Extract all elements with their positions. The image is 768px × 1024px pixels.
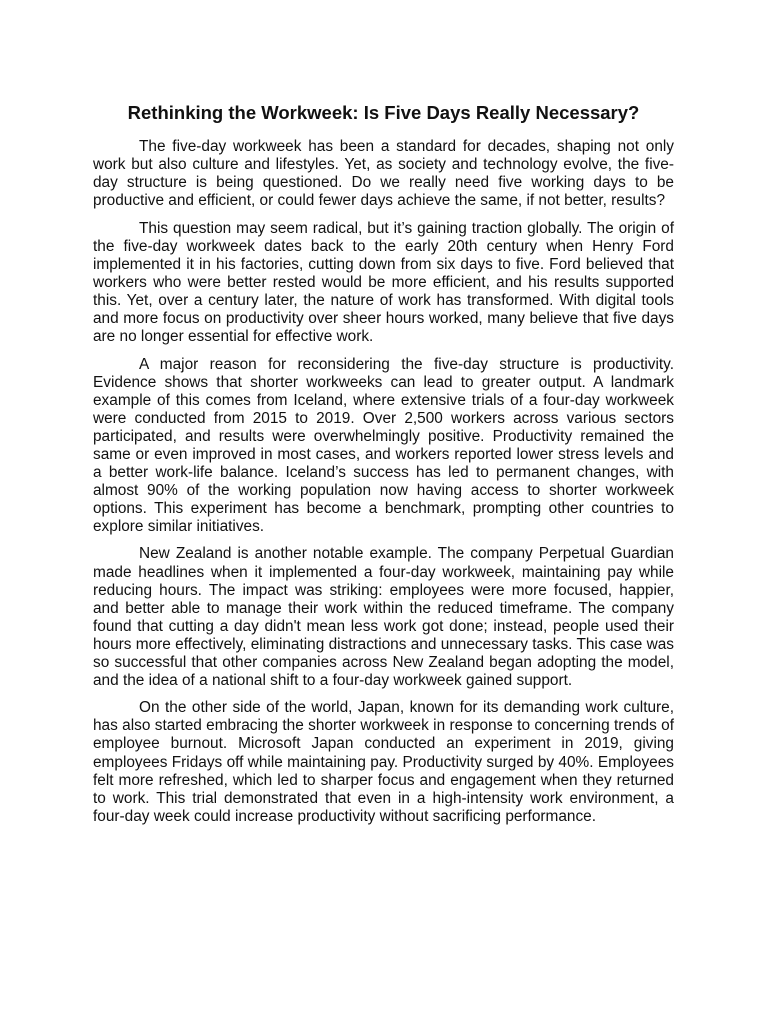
document-body xyxy=(93,138,674,835)
document-title: Rethinking the Workweek: Is Five Days Really Necessary? xyxy=(127,102,640,123)
paragraph-japan: On the other side of the world, Japan, known for its demanding work culture, has also started embracing the shorter workweek in response to concerning trends of employee burnout. Microsoft Japan conducted an experiment in 2019, giving employees Fridays off while maintaining pay. Productivity surged by 40%. Employees felt more refreshed, which led to sharper focus and engagement when they returned to work. This trial demonstrated that even in a high-intensity work environment, a four-day week could increase productivity without sacrificing performance. xyxy=(93,699,674,825)
paragraph-new-zealand: New Zealand is another notable example. The company Perpetual Guardian made headlines when it implemented a four-day workweek, maintaining pay while reducing hours. The impact was striking: employees were more focused, happier, and better able to manage their work within the reduced timeframe. The company found that cutting a day didn't mean less work got done; instead, people used their hours more effectively, eliminating distractions and unnecessary tasks. This case was so successful that other companies across New Zealand began adopting the model, and the idea of a national shift to a four-day workweek gained support. xyxy=(93,545,674,689)
paragraph-iceland: A major reason for reconsidering the five-day structure is productivity. Evidence shows that shorter workweeks can lead to greater output. A landmark example of this comes from Iceland, where extensive trials of a four-day workweek were conducted from 2015 to 2019. Over 2,500 workers across various sectors participated, and results were overwhelmingly positive. Productivity remained the same or even improved in most cases, and workers reported lower stress levels and a better work-life balance. Iceland’s success has led to permanent changes, with almost 90% of the working population now having access to shorter workweek options. This experiment has become a benchmark, prompting other countries to explore similar initiatives. xyxy=(93,355,674,535)
paragraph-history: This question may seem radical, but it’s gaining traction globally. The origin of the five-day workweek dates back to the early 20th century when Henry Ford implemented it in his factories, cutting down from six days to five. Ford believed that workers who were better rested would be more efficient, and his results supported this. Yet, over a century later, the nature of work has transformed. With digital tools and more focus on productivity over sheer hours worked, many believe that five days are no longer essential for effective work. xyxy=(93,219,674,345)
paragraph-intro: The five-day workweek has been a standard for decades, shaping not only work but also culture and lifestyles. Yet, as society and technology evolve, the five-day structure is being questioned. Do we really need five working days to be productive and efficient, or could fewer days achieve the same, if not better, results? xyxy=(93,138,674,210)
